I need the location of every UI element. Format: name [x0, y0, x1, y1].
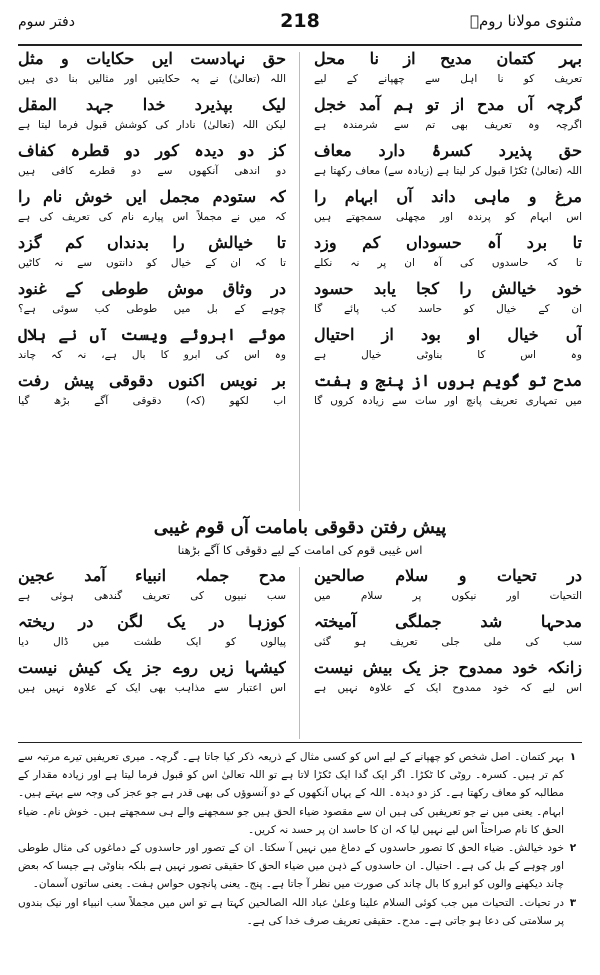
verse-line: تا خیالش را بدنداں کم گزد	[18, 233, 286, 252]
verse-translation: اللہ (تعالیٰ) نے یہ حکایتیں اور مثالیں بنا دی ہیں	[18, 73, 286, 85]
verse-line: مرغ و ماہی داند آں ابہام را	[314, 187, 582, 206]
footnote	[18, 748, 582, 839]
verse-right	[314, 657, 582, 703]
verse-left	[18, 232, 286, 278]
verse-left	[18, 657, 286, 703]
verse-left	[18, 565, 286, 611]
verse-line: گرچہ آں مدح از تو ہم آمد خجل	[314, 95, 582, 114]
footnote	[18, 839, 582, 894]
verse-line: کز دو دیدہ کور دو قطرہ کفاف	[18, 141, 286, 160]
verse-translation: پیالوں کو ایک طشت میں ڈال دیا	[18, 636, 286, 648]
verse-translation: اس لیے کہ خود ممدوح ایک کے علاوہ نہیں ہے	[314, 682, 582, 694]
verse-right	[314, 278, 582, 324]
verse-line: در وثاق موش طوطی کے غنود	[18, 279, 286, 298]
verse-translation: اب لکھو (کہ) دقوقی آگے بڑھ گیا	[18, 395, 286, 407]
page-header	[18, 8, 582, 38]
verse-line: حق پذیرد کسرۂ دارد معاف	[314, 141, 582, 160]
verse-line: حق نہادست ایں حکایات و مثل	[18, 49, 286, 68]
footnote-text: بہر کتمان۔ اصل شخص کو چھپانے کے لیے اس کو کسی مثال کے ذریعہ ذکر کیا جاتا ہے۔ گرچہ۔ میری تعریفیں تیرے مرتبہ سے کم تر ہیں۔ کسرہ۔ روٹی کا ٹکڑا۔ اگر ایک گدا ایک ٹکڑا لاتا ہے تو اللہ تعالیٰ اس کو قبول فرما لیتا ہے اور زیادہ مقدار کے مطالبہ کو معاف رکھتا ہے۔ کز دو دیدہ۔ اللہ کے یہاں آنکھوں کے دو آنسوؤں کی بھی قدر ہے جو عجز کی وجہ سے بہتے ہیں۔ ابہام۔ یعنی میں نے جو تعریفیں کی ہیں ان سے مقصود ضیاء الحق ہیں جو سمجھنے والے ہی سمجھتے ہیں۔ خوش نام۔ ضیاء الحق کا نام صراحتاً اس لیے نہیں لیا کہ ان کا حاسد ان پر حسد نہ کریں۔	[18, 751, 564, 836]
verse-left	[18, 370, 286, 416]
verse-line: زانکہ خود ممدوح جز یک بیش نیست	[314, 658, 582, 677]
verse-line: در تحیات و سلام صالحین	[314, 566, 582, 585]
verse-line: مدح تو گویم بروں از پنج و ہفت	[314, 371, 582, 390]
footnote-rule	[18, 742, 582, 743]
verse-translation: تا کہ ان کے خیال کو دانتوں سے نہ کاٹیں	[18, 257, 286, 269]
verse-translation: وہ اس کا بناوٹی خیال ہے	[314, 349, 582, 361]
verse-translation: اللہ (تعالیٰ) ٹکڑا قبول کر لیتا ہے (زیادہ سے) معاف رکھتا ہے	[314, 165, 582, 177]
verse-translation: سب کی ملی جلی تعریف ہو گئی	[314, 636, 582, 648]
verse-translation: تا کہ حاسدوں کی آہ ان پر نہ نکلے	[314, 257, 582, 269]
verse-line: تا برد آہ حسوداں کم وزد	[314, 233, 582, 252]
left-column	[18, 48, 286, 416]
verse-translation: ان کے خیال کو حاسد کب پائے گا	[314, 303, 582, 315]
footnote-number: ۲	[569, 842, 577, 855]
header-rule	[18, 44, 582, 46]
verse-translation: لیکن اللہ (تعالیٰ) نادار کی کوشش قبول فرما لیتا ہے	[18, 119, 286, 131]
verse-line: مدح جملہ انبیاء آمد عجین	[18, 566, 286, 585]
footnote-text: در تحیات۔ التحیات میں جب کوئی السلام علینا وعلیٰ عباد اللہ الصالحین کہتا ہے تو اس میں مجملاً سب انبیاء اور نیک بندوں پر سلامتی کی دعا ہو جاتی ہے۔ مدح۔ حقیقی تعریف صرف خدا کی ہے۔	[18, 896, 564, 927]
verse-right	[314, 324, 582, 370]
verse-right	[314, 232, 582, 278]
volume-label: دفتر سوم	[18, 14, 75, 30]
verse-line: کہ ستودم مجمل ایں خوش نام را	[18, 187, 286, 206]
verse-translation: اگرچہ وہ تعریف بھی تم سے شرمندہ ہے	[314, 119, 582, 131]
verse-right	[314, 48, 582, 94]
footnote	[18, 894, 582, 930]
verse-line: بہر کتمان مدیح از نا محل	[314, 49, 582, 68]
right-column	[314, 48, 582, 416]
verse-translation: التحیات اور نیکوں پر سلام میں	[314, 590, 582, 602]
section-title: پیش رفتن دقوقی بامامت آں قوم غیبی	[153, 517, 447, 538]
verse-line: خود خیالش را کجا یابد حسود	[314, 279, 582, 298]
section-heading	[18, 515, 582, 563]
verse-line: کیشہا زیں روے جز یک کیش نیست	[18, 658, 286, 677]
verse-translation: وہ اس کی ابرو کا بال ہے، نہ کہ چاند	[18, 349, 286, 361]
verses-top	[18, 48, 582, 515]
column-divider	[299, 52, 300, 511]
verse-line: بر نویس اکنوں دقوقی پیش رفت	[18, 371, 286, 390]
right-column	[314, 565, 582, 703]
verse-left	[18, 186, 286, 232]
verse-line: موئے ابروئے ویست آں نے ہلال	[18, 325, 286, 344]
verse-translation: میں تمہاری تعریف پانچ اور سات سے زیادہ کروں گا	[314, 395, 582, 407]
section-subtitle: اس غیبی قوم کی امامت کے لیے دقوقی کا آگے بڑھنا	[177, 543, 423, 557]
verse-translation: دو اندھی آنکھوں سے دو قطرے کافی ہیں	[18, 165, 286, 177]
column-divider	[299, 567, 300, 739]
verse-translation: اس ابہام کو پرندہ اور مچھلی سمجھتے ہیں	[314, 211, 582, 223]
verse-line: لیک بپذیرد خدا جہد المقل	[18, 95, 286, 114]
verse-left	[18, 278, 286, 324]
verse-right	[314, 611, 582, 657]
verse-right	[314, 140, 582, 186]
page-number: 218	[280, 10, 320, 32]
verse-line: کوزہا در یک لگن در ریختہ	[18, 612, 286, 631]
verse-left	[18, 324, 286, 370]
verse-right	[314, 370, 582, 416]
verse-right	[314, 94, 582, 140]
footnotes	[18, 748, 582, 930]
verse-translation: چوہے کے بل میں طوطی کب سوئی ہے؟	[18, 303, 286, 315]
verse-right	[314, 186, 582, 232]
verse-translation: کہ میں نے مجملاً اس پیارے نام کی تعریف کی ہے	[18, 211, 286, 223]
verse-translation: سب نبیوں کی تعریف گندھی ہوئی ہے	[18, 590, 286, 602]
footnote-number: ۱	[569, 751, 577, 763]
left-column	[18, 565, 286, 703]
footnote-number: ۳	[569, 896, 577, 909]
verse-left	[18, 94, 286, 140]
verse-right	[314, 565, 582, 611]
verse-line: مدحہا شد جملگی آمیختہ	[314, 612, 582, 631]
verse-translation: اس اعتبار سے مذاہب بھی ایک کے علاوہ نہیں ہیں	[18, 682, 286, 694]
footnote-text: خود خیالش۔ ضیاء الحق کا تصور حاسدوں کے دماغ میں نہیں آ سکتا۔ ان کے تصور اور حاسدوں کے دماغوں کی مثال طوطی اور چوہے کے بل کی ہے۔ احتیال۔ ان حاسدوں کے ذہن میں ضیاء الحق کا حقیقی تصور نہیں ہے بلکہ بناوٹی ہے جیسا کہ بعض چاند دیکھنے والوں کو ابرو کا بال چاند کی صورت میں نظر آ جاتا ہے۔ پنج۔ یعنی پانچوں حواس ہفت۔ یعنی ساتوں آسمان۔	[18, 842, 564, 891]
verse-left	[18, 611, 286, 657]
verses-bottom	[18, 565, 582, 741]
verse-left	[18, 140, 286, 186]
verse-line: آں خیال او بود از احتیال	[314, 325, 582, 344]
verse-left	[18, 48, 286, 94]
verse-translation: تعریف کو نا اہل سے چھپانے کے لیے	[314, 73, 582, 85]
book-title: مثنوی مولانا رومؒ	[470, 12, 582, 30]
